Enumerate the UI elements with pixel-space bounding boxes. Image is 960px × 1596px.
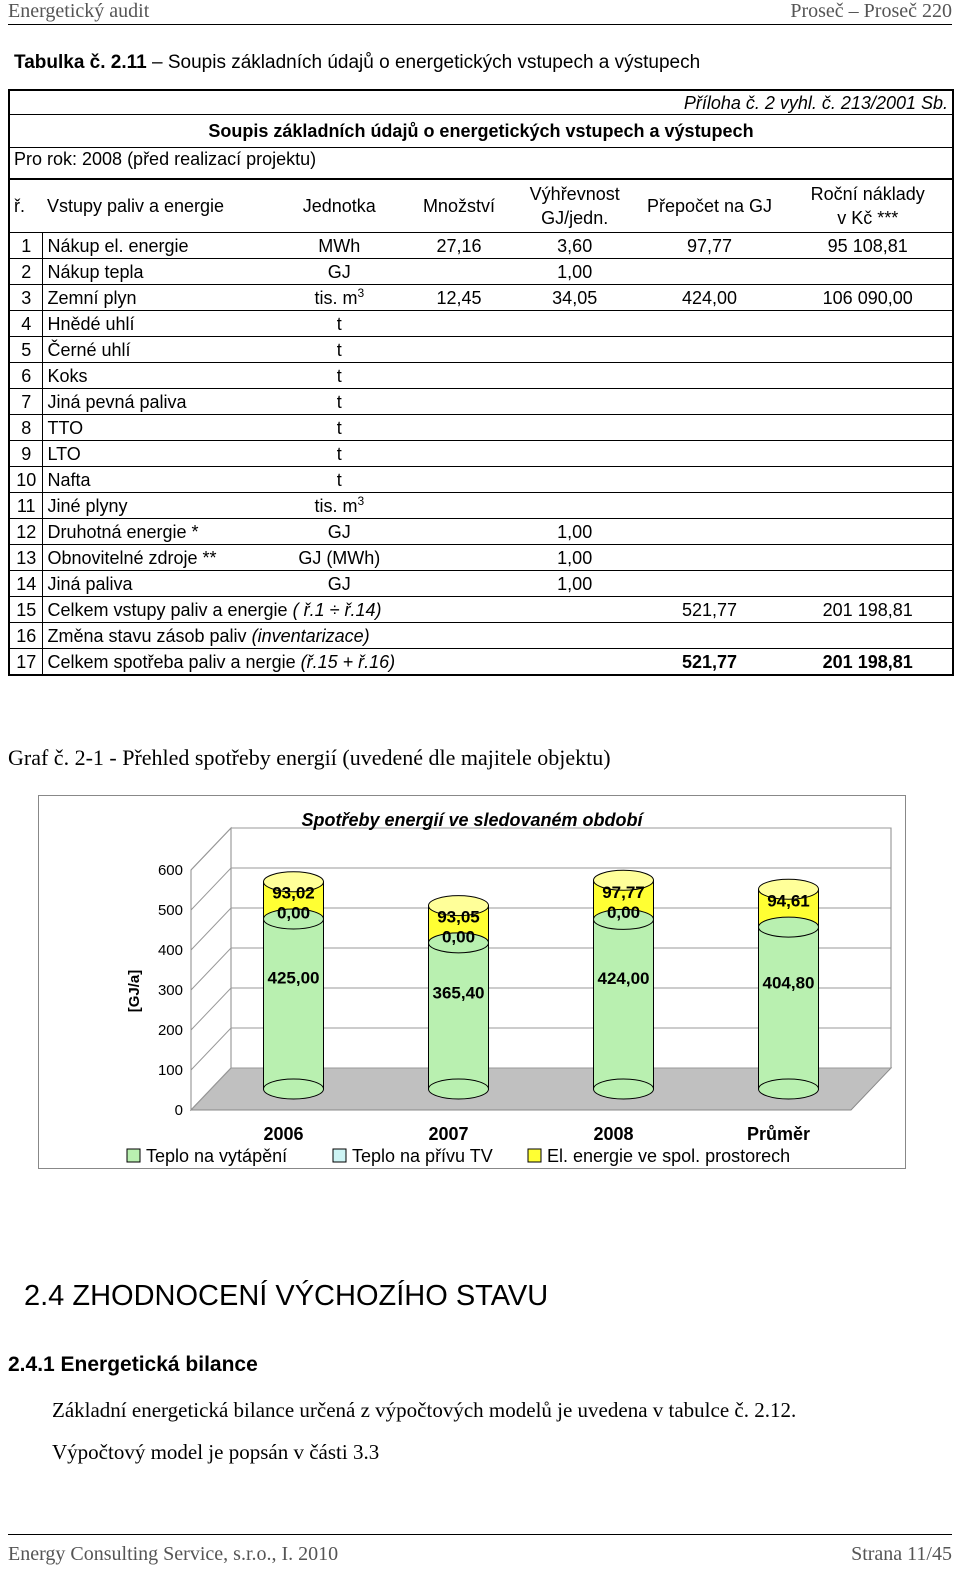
head-vyhrevnost-2: GJ/jedn. — [541, 208, 609, 228]
table-year: Pro rok: 2008 (před realizací projektu) — [9, 148, 953, 180]
row-number: 9 — [9, 441, 43, 467]
row-heat — [514, 363, 636, 389]
row-formula: (ř.15 + ř.16) — [300, 651, 396, 672]
data-label-electricity: 93,05 — [437, 907, 480, 927]
table-row-total15 — [9, 597, 953, 623]
head-r: ř. — [9, 179, 43, 233]
table-row — [9, 363, 953, 389]
x-tick-label: 2006 — [263, 1124, 304, 1144]
row-cost — [783, 389, 953, 415]
table-row — [9, 493, 953, 519]
row-number: 16 — [9, 623, 43, 649]
header-left: Energetický audit — [8, 0, 150, 22]
head-vyhrevnost — [514, 179, 636, 233]
head-mnozstvi: Množství — [404, 179, 514, 233]
page-header — [8, 0, 952, 25]
row-name: Nákup el. energie — [43, 233, 275, 259]
row-number: 17 — [9, 649, 43, 676]
row-qty — [404, 571, 514, 597]
table-priloha: Příloha č. 2 vyhl. č. 213/2001 Sb. — [9, 90, 953, 115]
row-heat: 1,00 — [514, 519, 636, 545]
row-cost — [783, 311, 953, 337]
row-gj: 97,77 — [636, 233, 784, 259]
y-axis-label: [GJ/a] — [126, 969, 143, 1013]
row-unit-text: GJ (MWh) — [298, 547, 381, 568]
row-qty — [404, 337, 514, 363]
row-qty — [404, 519, 514, 545]
y-tick-label: 400 — [157, 942, 183, 959]
x-tick-label: Průměr — [746, 1124, 811, 1144]
row-unit-text: t — [336, 365, 342, 386]
row-heat: 3,60 — [514, 233, 636, 259]
row-qty — [404, 493, 514, 519]
head-naklady — [783, 179, 953, 233]
row-unit-text: GJ — [327, 521, 351, 542]
row-name: Zemní plyn — [43, 285, 275, 311]
y-tick-label: 200 — [157, 1022, 183, 1039]
row-qty — [404, 363, 514, 389]
row-gj — [636, 259, 784, 285]
bar-segment-heating — [759, 927, 819, 1089]
data-label-heating: 425,00 — [267, 968, 320, 988]
table-row — [9, 233, 953, 259]
row-number: 2 — [9, 259, 43, 285]
row-gj — [636, 415, 784, 441]
x-tick-label: 2007 — [428, 1124, 469, 1144]
row-number: 14 — [9, 571, 43, 597]
head-prepocet: Přepočet na GJ — [636, 179, 784, 233]
row-qty — [404, 467, 514, 493]
section-title: 2.4 ZHODNOCENÍ VÝCHOZÍHO STAVU — [24, 1280, 549, 1312]
row-heat — [514, 337, 636, 363]
row-gj — [636, 363, 784, 389]
head-jednotka: Jednotka — [275, 179, 405, 233]
bar-base — [429, 1079, 489, 1099]
row-cost: 95 108,81 — [783, 233, 953, 259]
chart-container — [38, 795, 906, 1169]
table-row — [9, 519, 953, 545]
row-qty — [404, 259, 514, 285]
row-label: Změna stavu zásob paliv — [47, 625, 247, 646]
row-gj — [636, 545, 784, 571]
head-vyhrevnost-1: Výhřevnost — [529, 184, 620, 204]
row-unit — [275, 363, 405, 389]
row-cost — [783, 441, 953, 467]
row-number: 6 — [9, 363, 43, 389]
row-heat: 1,00 — [514, 259, 636, 285]
row-text — [43, 623, 636, 649]
row-number: 4 — [9, 311, 43, 337]
head-vstupy: Vstupy paliv a energie — [43, 179, 275, 233]
row-unit — [275, 415, 405, 441]
row-gj — [636, 623, 784, 649]
row-number: 10 — [9, 467, 43, 493]
data-label-hot-water: 0,00 — [606, 902, 641, 922]
row-unit — [275, 337, 405, 363]
row-name: Černé uhlí — [43, 337, 275, 363]
bar-joint — [759, 917, 819, 937]
bar-segment-heating — [264, 919, 324, 1089]
row-gj — [636, 337, 784, 363]
y-tick-label: 500 — [157, 902, 183, 919]
row-unit — [275, 311, 405, 337]
legend-swatch — [127, 1149, 140, 1162]
row-gj — [636, 519, 784, 545]
data-label-heating: 365,40 — [432, 983, 485, 1003]
table-row-total17 — [9, 649, 953, 676]
row-unit — [275, 233, 405, 259]
head-naklady-1: Roční náklady — [810, 184, 925, 204]
bar-segment-heating — [594, 919, 654, 1089]
bar-segment-heating — [429, 943, 489, 1089]
row-unit-text: tis. m — [314, 495, 358, 516]
x-tick-label: 2008 — [593, 1124, 634, 1144]
table-row — [9, 545, 953, 571]
row-name: Druhotná energie * — [43, 519, 275, 545]
graph-caption: Graf č. 2-1 - Přehled spotřeby energií (uvedené dle majitele objektu) — [8, 745, 611, 770]
row-name: Jiná pevná paliva — [43, 389, 275, 415]
row-unit-sup: 3 — [357, 285, 365, 300]
row-heat — [514, 493, 636, 519]
row-number: 11 — [9, 493, 43, 519]
row-name: TTO — [43, 415, 275, 441]
bar-base — [759, 1079, 819, 1099]
row-cost — [783, 337, 953, 363]
row-cost — [783, 415, 953, 441]
bar-base — [264, 1079, 324, 1099]
table-row — [9, 337, 953, 363]
table-title: Soupis základních údajů o energetických vstupech a výstupech — [9, 115, 953, 148]
row-name: Koks — [43, 363, 275, 389]
row-unit-text: tis. m — [314, 287, 358, 308]
row-gj: 424,00 — [636, 285, 784, 311]
page-footer — [8, 1534, 952, 1565]
row-cost — [783, 363, 953, 389]
legend-label: Teplo na vytápění — [146, 1146, 288, 1166]
legend-swatch — [528, 1149, 541, 1162]
row-text — [43, 649, 636, 676]
row-unit-text: t — [336, 469, 342, 490]
data-label-heating: 424,00 — [597, 968, 650, 988]
row-unit-text: GJ — [327, 573, 351, 594]
row-name: Obnovitelné zdroje ** — [43, 545, 275, 571]
footer-right: Strana 11/45 — [851, 1543, 952, 1565]
row-number: 3 — [9, 285, 43, 311]
row-qty — [404, 415, 514, 441]
row-cost — [783, 467, 953, 493]
paragraph-2: Výpočtový model je popsán v části 3.3 — [52, 1440, 380, 1464]
data-label-heating: 404,80 — [762, 973, 815, 993]
row-label: Celkem vstupy paliv a energie — [47, 599, 288, 620]
row-number: 13 — [9, 545, 43, 571]
row-number: 8 — [9, 415, 43, 441]
y-tick-label: 300 — [157, 982, 183, 999]
row-qty — [404, 545, 514, 571]
row-unit — [275, 545, 405, 571]
row-unit — [275, 259, 405, 285]
row-cost — [783, 519, 953, 545]
row-qty: 12,45 — [404, 285, 514, 311]
legend-label: El. energie ve spol. prostorech — [547, 1146, 791, 1166]
header-right: Proseč – Proseč 220 — [790, 0, 952, 22]
section-subtitle: 2.4.1 Energetická bilance — [8, 1353, 258, 1376]
row-name: Jiná paliva — [43, 571, 275, 597]
footer-left: Energy Consulting Service, s.r.o., I. 2010 — [8, 1543, 339, 1565]
row-cost: 201 198,81 — [783, 597, 953, 623]
row-number: 7 — [9, 389, 43, 415]
data-label-hot-water: 0,00 — [441, 927, 476, 947]
row-qty — [404, 311, 514, 337]
row-cost — [783, 623, 953, 649]
row-heat — [514, 311, 636, 337]
paragraph-1: Základní energetická bilance určená z výpočtových modelů je uvedena v tabulce č. 2.12. — [52, 1398, 797, 1422]
row-unit — [275, 493, 405, 519]
row-name: Nafta — [43, 467, 275, 493]
row-cost: 201 198,81 — [783, 649, 953, 676]
table-row-row16 — [9, 623, 953, 649]
row-cost: 106 090,00 — [783, 285, 953, 311]
table-row — [9, 571, 953, 597]
data-label-hot-water: 0,00 — [276, 903, 311, 923]
row-gj: 521,77 — [636, 597, 784, 623]
row-unit — [275, 519, 405, 545]
row-name: Nákup tepla — [43, 259, 275, 285]
row-name: LTO — [43, 441, 275, 467]
gridline — [191, 828, 891, 870]
row-qty — [404, 389, 514, 415]
row-gj — [636, 571, 784, 597]
row-unit-text: MWh — [318, 235, 361, 256]
row-name: Jiné plyny — [43, 493, 275, 519]
row-unit-sup: 3 — [357, 493, 365, 508]
table-caption — [14, 52, 700, 74]
row-gj — [636, 389, 784, 415]
row-unit — [275, 389, 405, 415]
row-qty: 27,16 — [404, 233, 514, 259]
legend-swatch — [333, 1149, 346, 1162]
row-number: 5 — [9, 337, 43, 363]
row-unit — [275, 467, 405, 493]
row-qty — [404, 441, 514, 467]
row-number: 12 — [9, 519, 43, 545]
table-row — [9, 441, 953, 467]
data-label-electricity: 93,02 — [272, 883, 315, 903]
row-heat — [514, 415, 636, 441]
row-name: Hnědé uhlí — [43, 311, 275, 337]
legend-label: Teplo na přívu TV — [352, 1146, 493, 1166]
row-label: Celkem spotřeba paliv a nergie — [47, 651, 296, 672]
row-gj — [636, 467, 784, 493]
row-gj — [636, 493, 784, 519]
chart-title: Spotřeby energií ve sledovaném období — [301, 810, 643, 830]
row-heat: 34,05 — [514, 285, 636, 311]
table-caption-label: Tabulka č. 2.11 — [14, 52, 147, 73]
chart-svg — [39, 796, 905, 1168]
row-heat — [514, 467, 636, 493]
table-row — [9, 467, 953, 493]
row-unit-text: t — [336, 391, 342, 412]
row-unit-text: GJ — [327, 261, 351, 282]
row-cost — [783, 545, 953, 571]
table-row — [9, 259, 953, 285]
row-unit-text: t — [336, 443, 342, 464]
row-heat — [514, 389, 636, 415]
table-row — [9, 415, 953, 441]
row-unit-text: t — [336, 417, 342, 438]
row-gj — [636, 441, 784, 467]
row-formula: ( ř.1 ÷ ř.14) — [292, 599, 382, 620]
y-tick-label: 100 — [157, 1062, 183, 1079]
energy-table — [8, 89, 954, 676]
table-row — [9, 285, 953, 311]
row-unit — [275, 285, 405, 311]
y-tick-label: 0 — [174, 1102, 183, 1119]
y-tick-label: 600 — [157, 862, 183, 879]
row-unit — [275, 441, 405, 467]
row-number: 15 — [9, 597, 43, 623]
row-number: 1 — [9, 233, 43, 259]
row-cost — [783, 493, 953, 519]
table-row — [9, 311, 953, 337]
row-unit — [275, 571, 405, 597]
table-row — [9, 389, 953, 415]
bar-base — [594, 1079, 654, 1099]
data-label-electricity: 94,61 — [767, 891, 810, 911]
row-heat: 1,00 — [514, 571, 636, 597]
table-caption-text: – Soupis základních údajů o energetických vstupech a výstupech — [146, 52, 701, 73]
row-heat — [514, 441, 636, 467]
row-unit-text: t — [336, 313, 342, 334]
row-unit-text: t — [336, 339, 342, 360]
head-naklady-2: v Kč *** — [837, 208, 899, 228]
row-cost — [783, 259, 953, 285]
row-cost — [783, 571, 953, 597]
row-italic: (inventarizace) — [251, 625, 370, 646]
data-label-electricity: 97,77 — [602, 882, 645, 902]
row-text — [43, 597, 636, 623]
row-gj — [636, 311, 784, 337]
row-heat: 1,00 — [514, 545, 636, 571]
row-gj: 521,77 — [636, 649, 784, 676]
